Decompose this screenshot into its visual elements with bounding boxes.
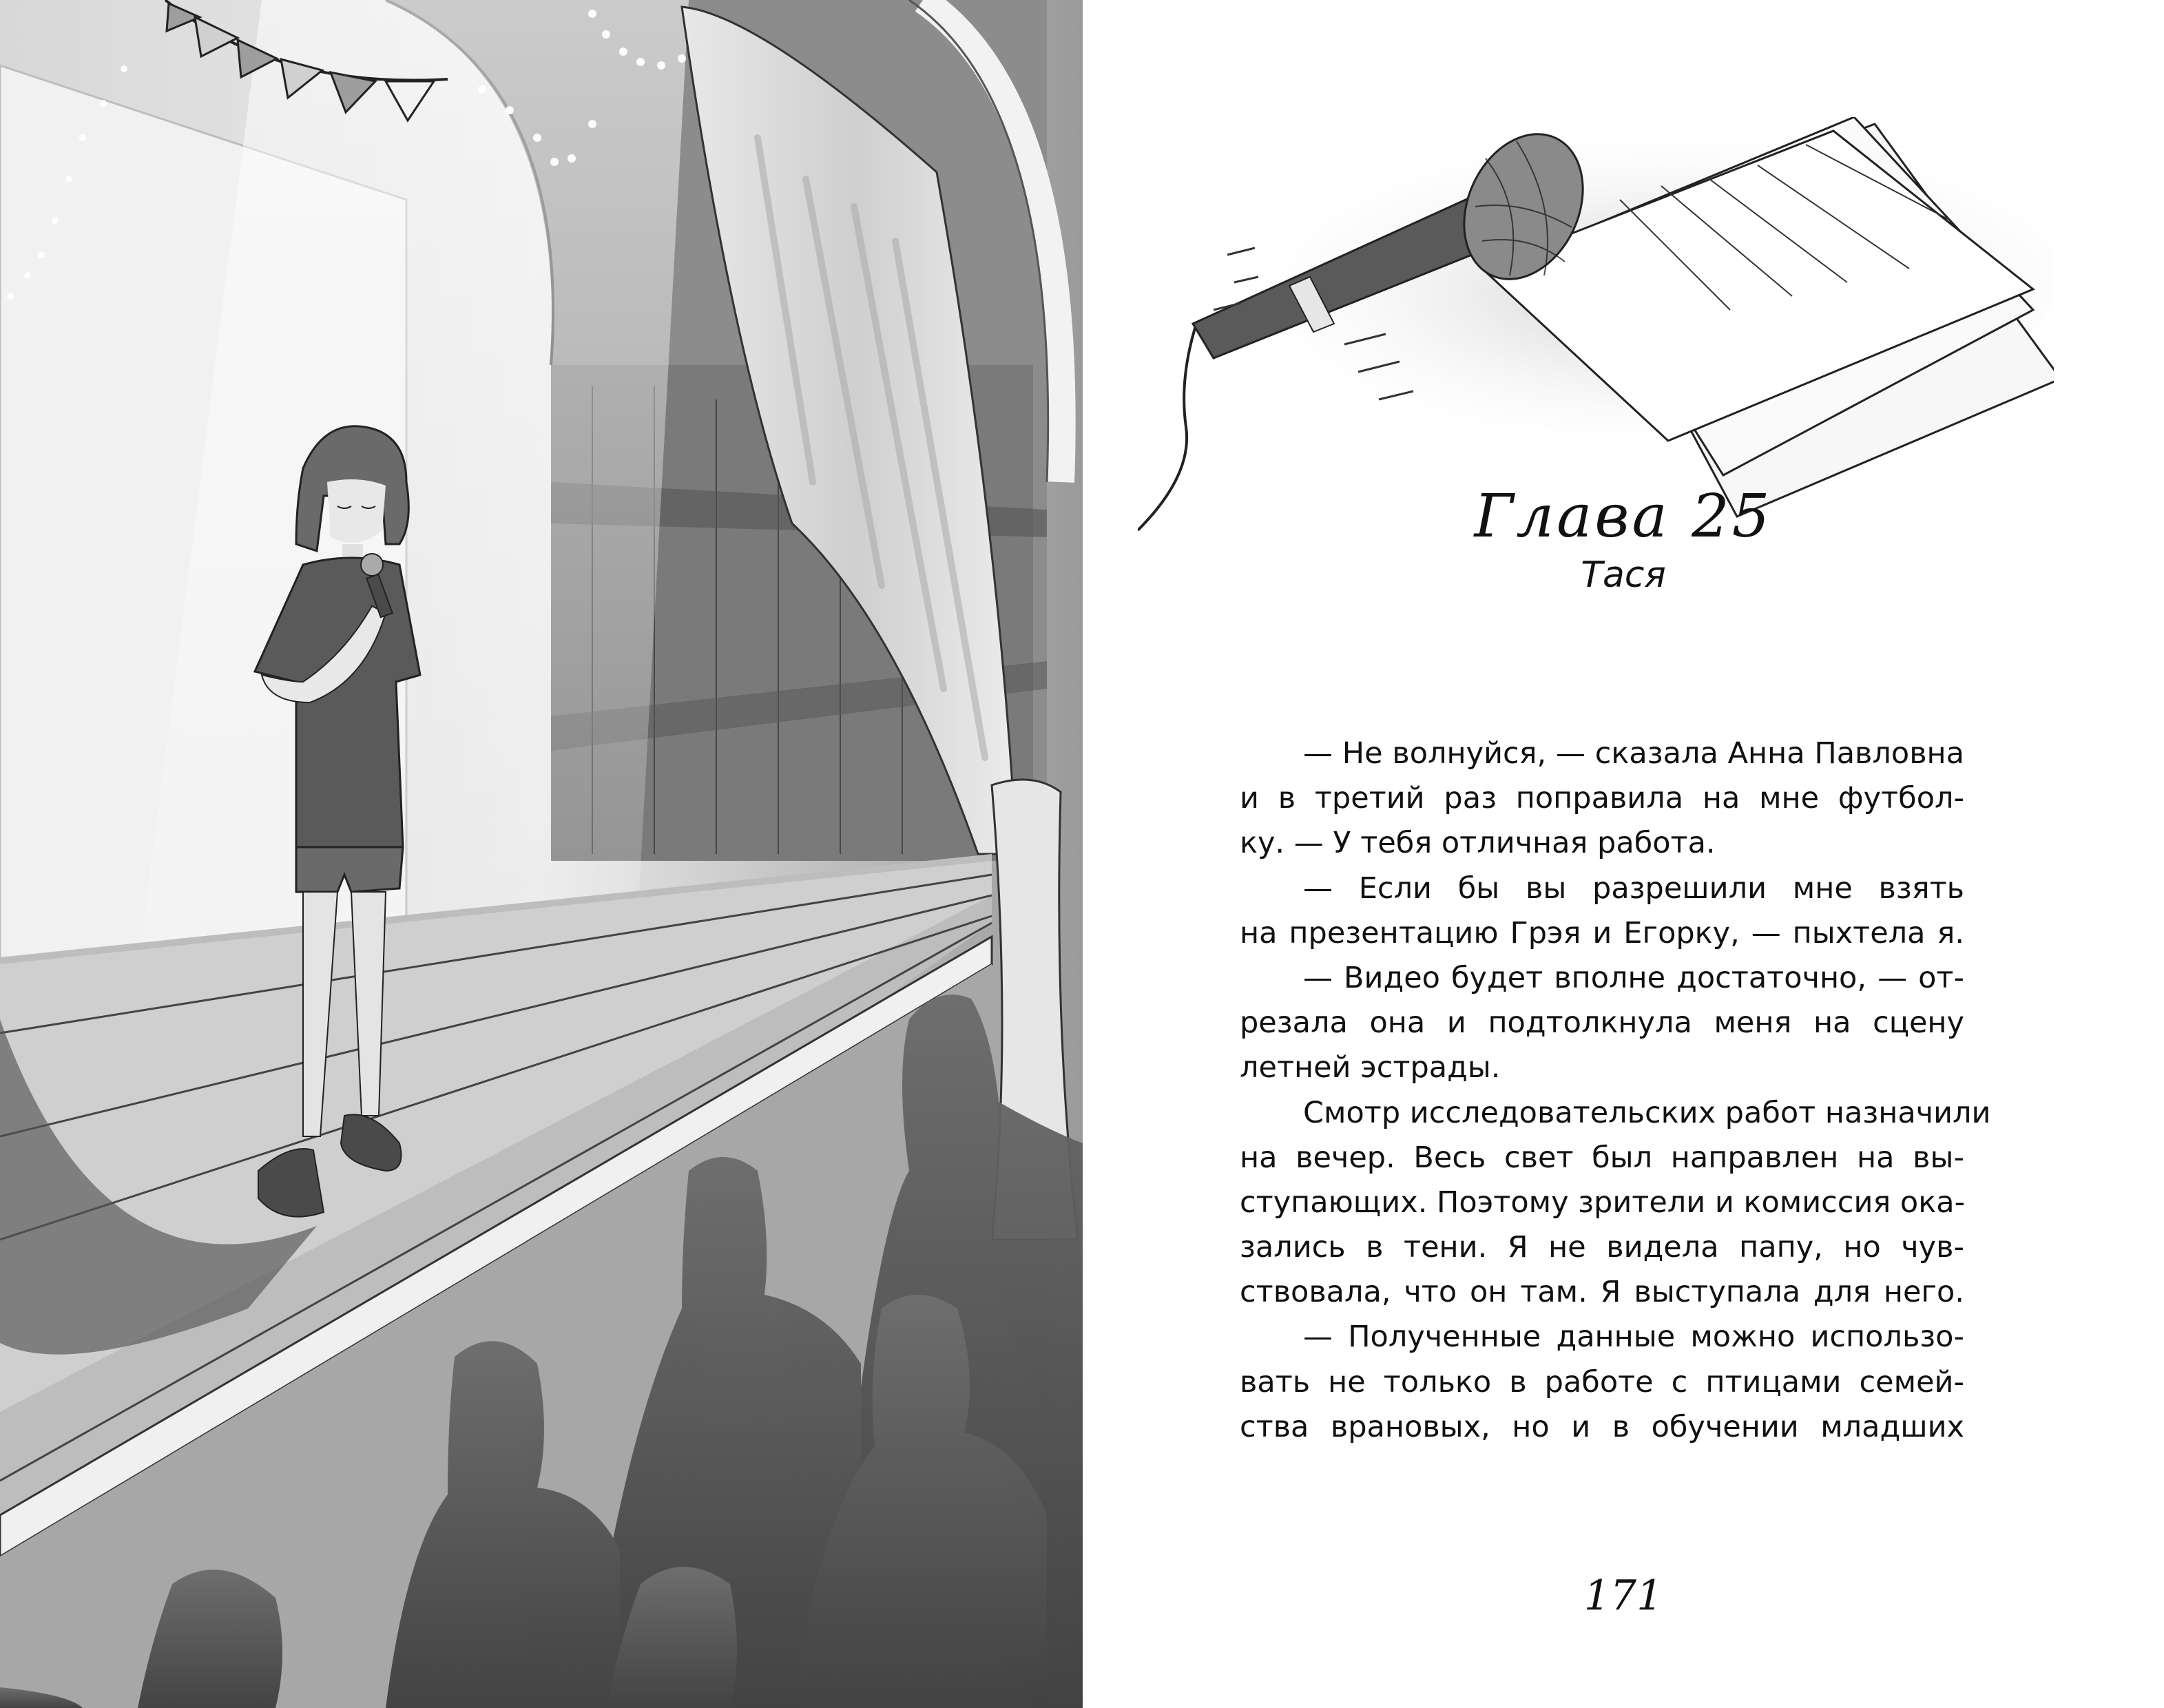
- chapter-subtitle: Тася: [1581, 554, 1666, 596]
- text-line: ства врановых, но и в обучении младших: [1240, 1409, 1964, 1444]
- text-line: зались в тени. Я не видела папу, но чув-: [1240, 1230, 1964, 1265]
- text-page: [1083, 0, 2164, 1708]
- text-line: — Полученные данные можно использо-: [1303, 1320, 1964, 1355]
- text-line: и в третий раз поправила на мне футбол-: [1240, 781, 1964, 816]
- text-line: на вечер. Весь свет был направлен на вы-: [1240, 1140, 1964, 1175]
- text-line: ступающих. Поэтому зрители и комиссия ока-: [1240, 1185, 1966, 1220]
- text-line: ствовала, что он там. Я выступала для него.: [1240, 1275, 1964, 1310]
- text-line: резала она и подтолкнула меня на сцену: [1240, 1006, 1964, 1041]
- microphone-illustration: [1138, 117, 2054, 544]
- text-line: Смотр исследовательских работ назначили: [1303, 1095, 1991, 1130]
- text-line: — Если бы вы разрешили мне взять: [1303, 871, 1964, 906]
- page-number: 171: [1583, 1572, 1663, 1620]
- text-line: — Видео будет вполне достаточно, — от-: [1303, 960, 1964, 995]
- text-line: ку. — У тебя отличная работа.: [1240, 826, 1716, 861]
- text-line: летней эстрады.: [1240, 1050, 1501, 1085]
- chapter-title: Глава 25: [1474, 482, 1773, 551]
- text-line: вать не только в работе с птицами семей-: [1240, 1364, 1964, 1399]
- text-line: — Не волнуйся, — сказала Анна Павловна: [1303, 736, 1964, 771]
- text-line: на презентацию Грэя и Егорку, — пыхтела я.: [1240, 915, 1964, 950]
- chapter-body: [1240, 731, 1991, 1450]
